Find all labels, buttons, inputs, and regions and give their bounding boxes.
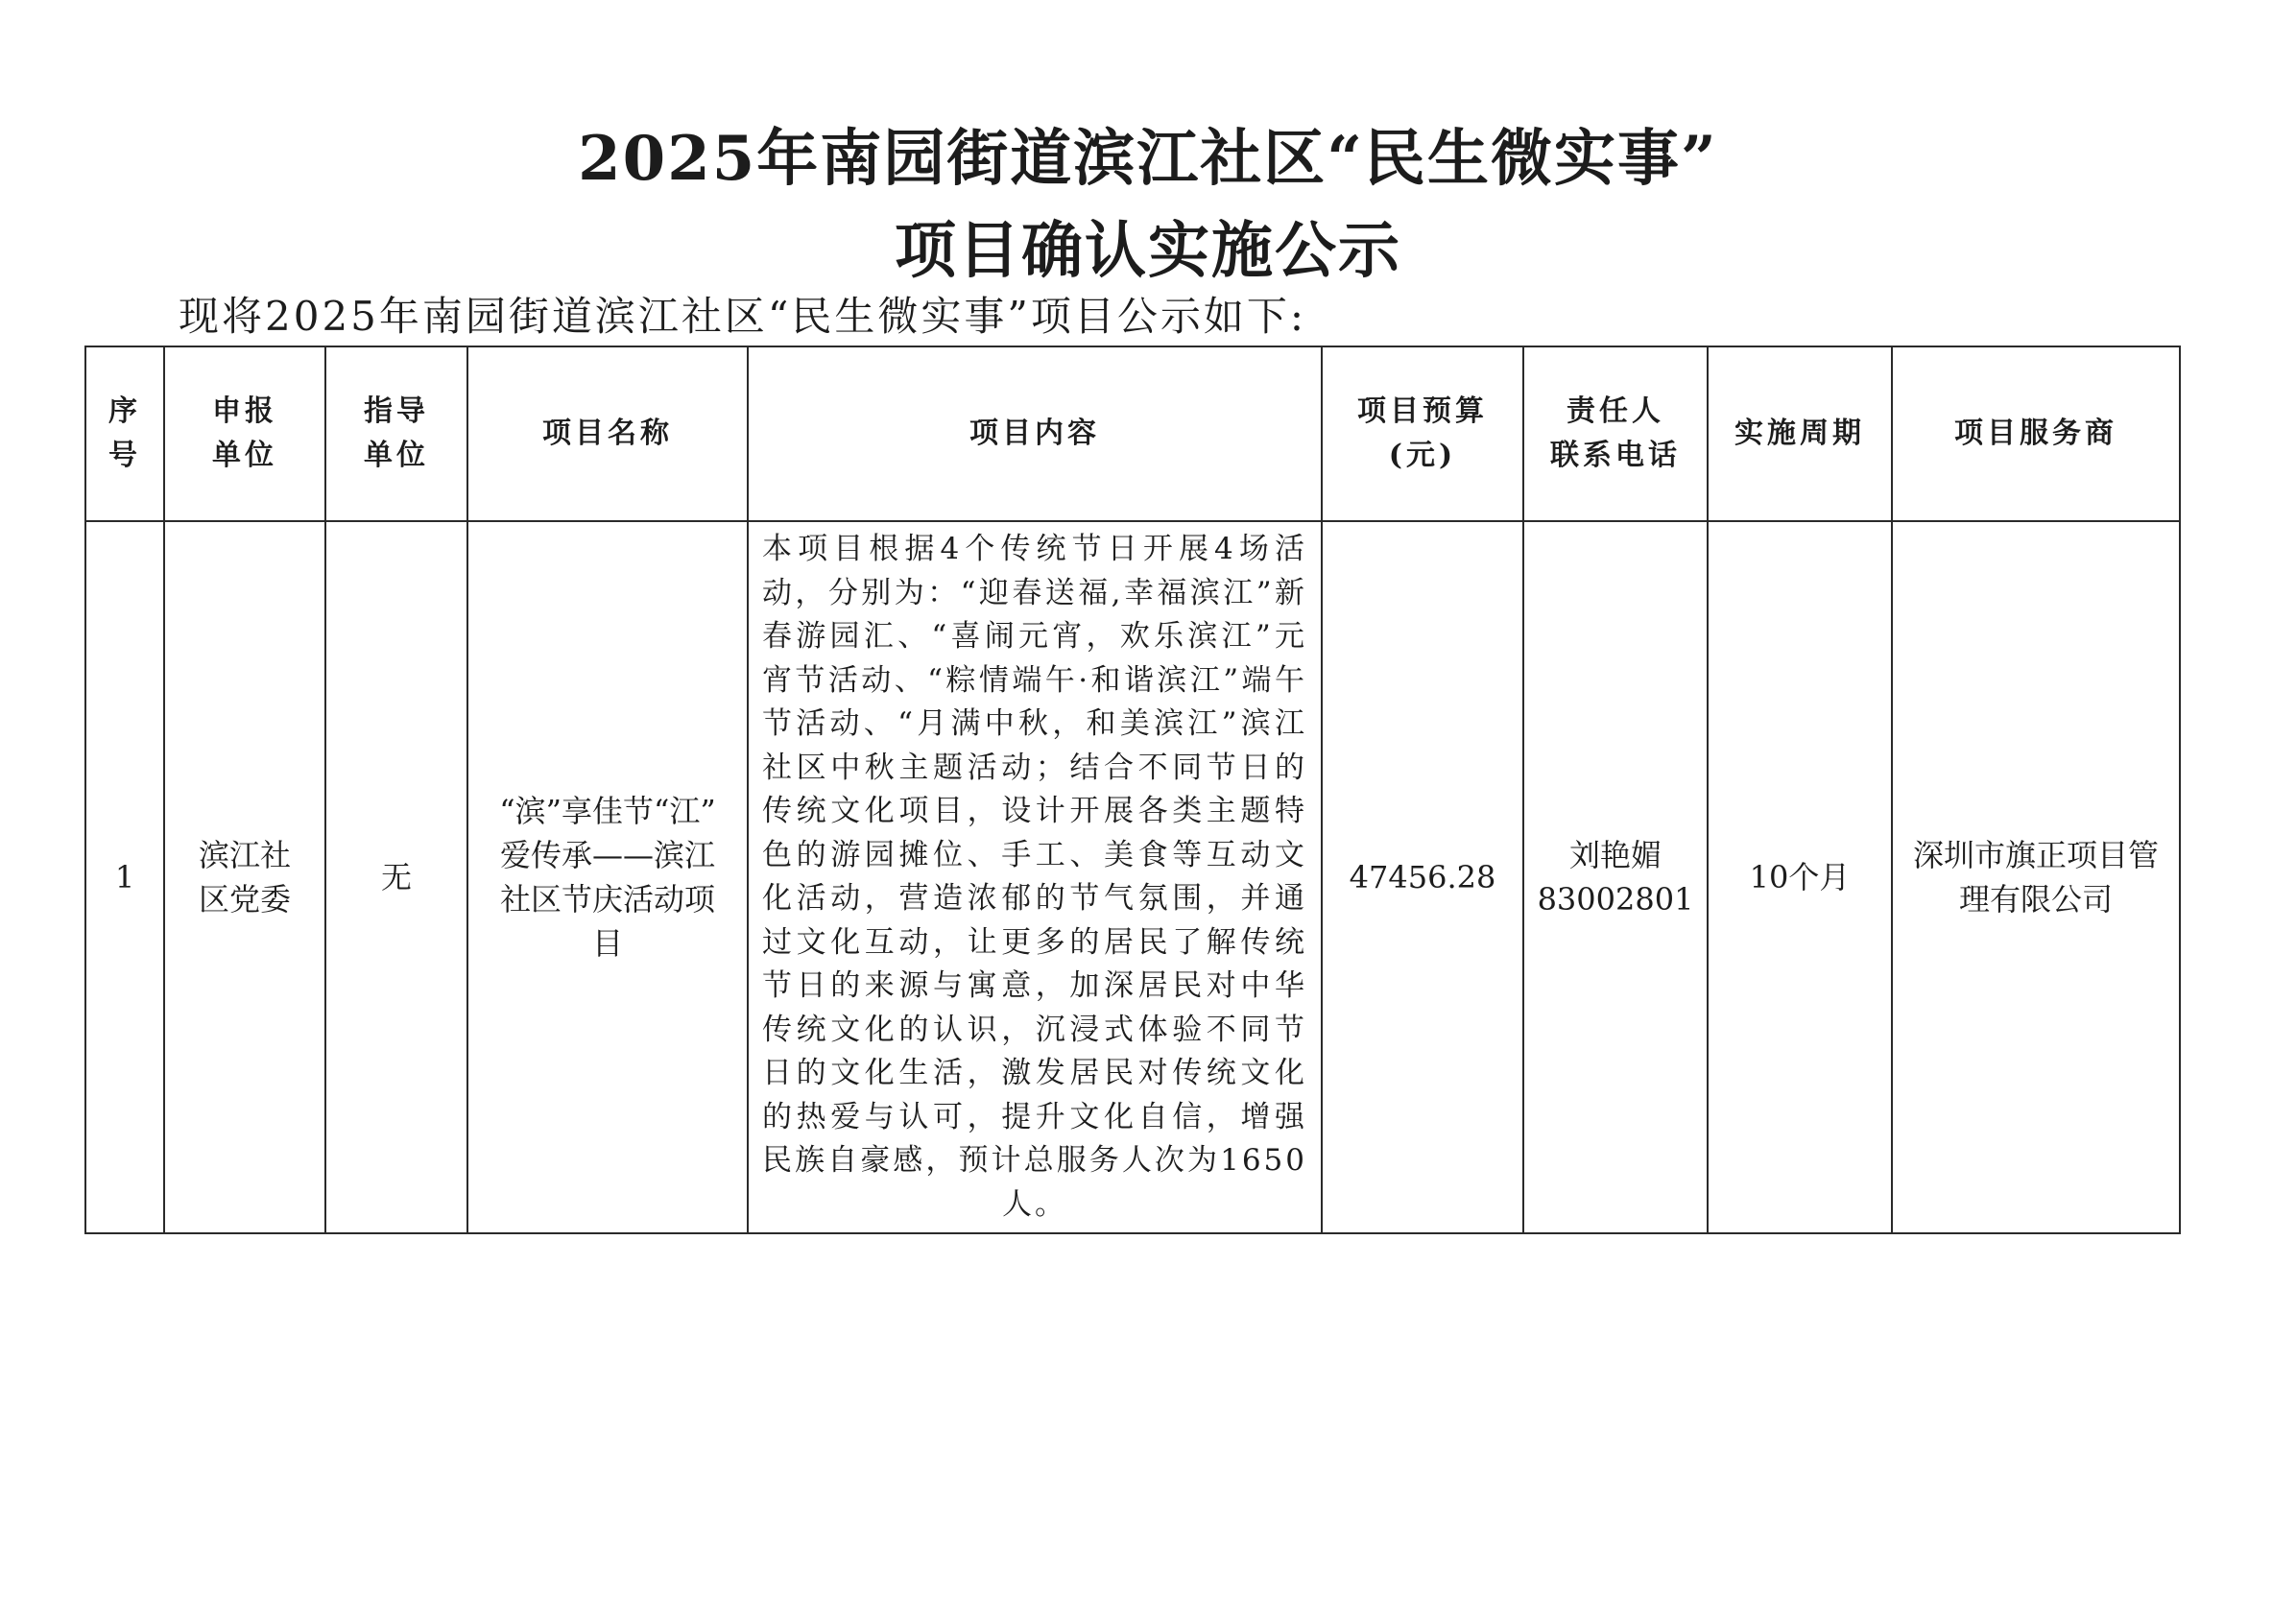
header-index: 序 号	[85, 346, 164, 521]
table-header-row	[85, 346, 2180, 521]
intro-paragraph: 现将2025年南园街道滨江社区“民生微实事”项目公示如下:	[179, 293, 1306, 340]
cell-provider: 深圳市旗正项目管 理有限公司	[1892, 521, 2180, 1233]
header-provider: 项目服务商	[1892, 346, 2180, 521]
title-line-1: 2025年南园街道滨江社区“民生微实事”	[578, 123, 1718, 195]
header-period: 实施周期	[1708, 346, 1892, 521]
cell-project-content: 本项目根据4个传统节日开展4场活动，分别为：“迎春送福,幸福滨江”新春游园汇、“喜闹元宵，欢乐滨江”元宵节活动、“粽情端午·和谐滨江”端午节活动、“月满中秋，和美滨江”滨江社区中秋主题活动；结合不同节日的传统文化项目，设计开展各类主题特色的游园摊位、手工、美食等互动文化活动，营造浓郁的节气氛围，并通过文化互动，让更多的居民了解传统节日的来源与寓意，加深居民对中华传统文化的认识，沉浸式体验不同节日的文化生活，激发居民对传统文化的热爱与认可，提升文化自信，增强民族自豪感，预计总服务人次为1650人。	[748, 521, 1322, 1233]
project-table	[84, 346, 2181, 1234]
header-project-name: 项目名称	[467, 346, 748, 521]
title-line-2: 项目确认实施公示	[895, 215, 1401, 287]
cell-index: 1	[85, 521, 164, 1233]
cell-contact: 刘艳媚 83002801	[1523, 521, 1708, 1233]
cell-project-name: “滨”享佳节“江” 爱传承——滨江 社区节庆活动项 目	[467, 521, 748, 1233]
cell-period: 10个月	[1708, 521, 1892, 1233]
document-title	[0, 113, 2296, 298]
header-guide: 指导 单位	[325, 346, 467, 521]
cell-applicant: 滨江社 区党委	[164, 521, 325, 1233]
header-applicant: 申报 单位	[164, 346, 325, 521]
cell-guide: 无	[325, 521, 467, 1233]
header-budget: 项目预算 (元)	[1322, 346, 1523, 521]
header-project-content: 项目内容	[748, 346, 1322, 521]
table-row	[85, 521, 2180, 1233]
header-contact: 责任人 联系电话	[1523, 346, 1708, 521]
cell-budget: 47456.28	[1322, 521, 1523, 1233]
